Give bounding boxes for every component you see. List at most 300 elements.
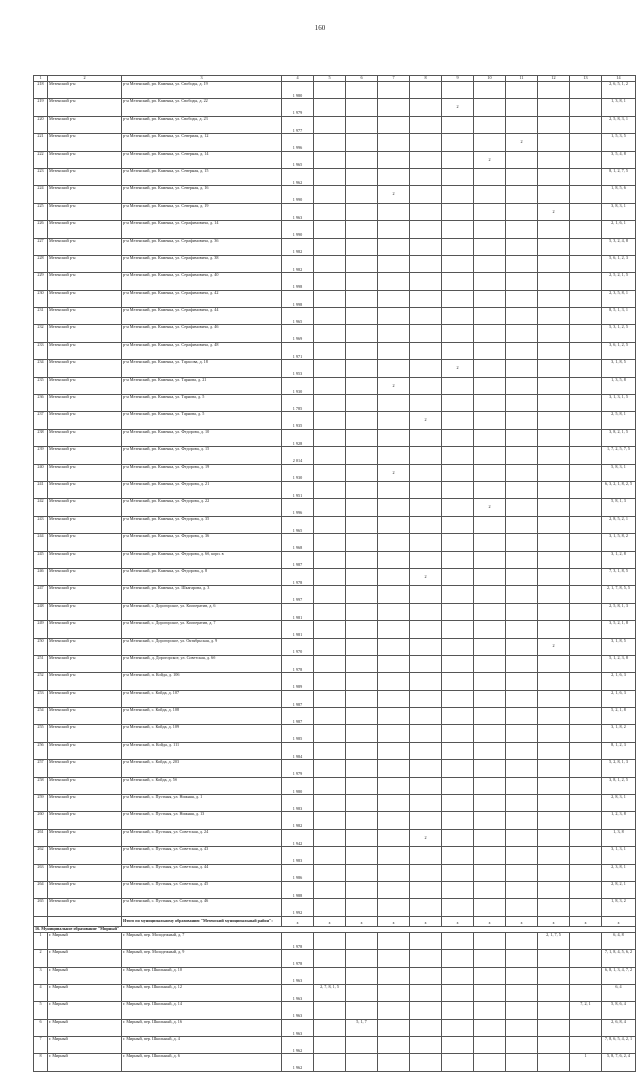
year-cell: 1 996 [282, 499, 314, 516]
mark-cell-col-12 [538, 464, 570, 481]
mark-cell-col-9 [442, 516, 474, 533]
municipality-cell: г. Мирный [48, 1019, 122, 1036]
work-code-cell: 6, 4, 8 [602, 932, 636, 949]
mark-cell-col-9 [442, 777, 474, 794]
row-number: 260 [34, 812, 48, 829]
mark-cell-col-11 [506, 638, 538, 655]
mark-cell-col-9 [442, 690, 474, 707]
mark-cell-col-12 [538, 255, 570, 272]
mark-cell-col-13 [570, 551, 602, 568]
mark-cell-col-6 [346, 655, 378, 672]
mark-cell-col-10 [474, 116, 506, 133]
mark-cell-col-6 [346, 151, 378, 168]
address-cell: р-н Мезенский, рп. Каменка, ул. Северная, д. 14 [122, 151, 282, 168]
work-code-cell: 6, 4 [602, 984, 636, 1001]
mark-cell-col-5 [314, 864, 346, 881]
mark-cell-col-11 [506, 621, 538, 638]
row-number: 226 [34, 221, 48, 238]
address-cell: р-н Мезенский, п. Койда, д. 106 [122, 673, 282, 690]
mark-cell-col-6: 5, 1, 7 [346, 1019, 378, 1036]
work-code-cell: 3, 8, 3, 1 [602, 203, 636, 220]
mark-cell-col-6 [346, 864, 378, 881]
municipality-cell: Мезенский р-н [48, 377, 122, 394]
mark-cell-col-13 [570, 760, 602, 777]
mark-cell-col-13 [570, 603, 602, 620]
table-row [34, 984, 636, 1001]
mark-cell-col-9 [442, 377, 474, 394]
row-number: 261 [34, 829, 48, 846]
row-number: 253 [34, 690, 48, 707]
year-cell: 1 987 [282, 708, 314, 725]
row-number: 255 [34, 725, 48, 742]
mark-cell-col-11 [506, 864, 538, 881]
table-row [34, 881, 636, 898]
row-number: 242 [34, 499, 48, 516]
mark-cell-col-12 [538, 777, 570, 794]
mark-cell-col-8 [410, 638, 442, 655]
work-code-cell: 5, 8, 7, 6, 2, 4 [602, 1054, 636, 1071]
row-number: 230 [34, 290, 48, 307]
row-number: 241 [34, 481, 48, 498]
mark-cell-col-9 [442, 429, 474, 446]
municipality-cell: Мезенский р-н [48, 134, 122, 151]
mark-cell-col-8 [410, 151, 442, 168]
mark-cell-col-9 [442, 82, 474, 99]
mark-cell-col-8 [410, 99, 442, 116]
mark-cell-col-9 [442, 760, 474, 777]
mark-cell-col-11 [506, 690, 538, 707]
municipality-cell: Мезенский р-н [48, 534, 122, 551]
mark-cell-col-12 [538, 116, 570, 133]
table-row [34, 203, 636, 220]
work-code-cell: 7, 3, 1, 8, 5 [602, 568, 636, 585]
mark-cell-col-9 [442, 881, 474, 898]
municipality-cell: Мезенский р-н [48, 116, 122, 133]
mark-cell-col-13 [570, 847, 602, 864]
work-code-cell: 2, 6, 5, 1, 2 [602, 82, 636, 99]
mark-cell-col-8 [410, 429, 442, 446]
mark-cell-col-13 [570, 864, 602, 881]
row-number: 4 [34, 984, 48, 1001]
work-code-cell: 3, 1, 2, 8 [602, 551, 636, 568]
mark-cell-col-9: 2 [442, 360, 474, 377]
mark-cell-col-12 [538, 1037, 570, 1054]
mark-cell-col-7 [378, 777, 410, 794]
mark-cell-col-9: 2 [442, 99, 474, 116]
mark-cell-col-11 [506, 568, 538, 585]
mark-cell-col-6 [346, 708, 378, 725]
mark-cell-col-10 [474, 534, 506, 551]
mark-cell-col-7 [378, 864, 410, 881]
mark-cell-col-6 [346, 534, 378, 551]
mark-cell-col-8 [410, 395, 442, 412]
mark-cell-col-8 [410, 881, 442, 898]
mark-cell-col-10 [474, 847, 506, 864]
table-row [34, 395, 636, 412]
work-code-cell: 7, 1, 8, 4, 5, 6, 2 [602, 950, 636, 967]
register-table [33, 75, 636, 1072]
mark-cell-col-13 [570, 360, 602, 377]
mark-cell-col-10 [474, 481, 506, 498]
mark-cell-col-5 [314, 551, 346, 568]
work-code-cell: 5, 3, 1, 2, 5 [602, 325, 636, 342]
address-cell: р-н Мезенский, с. Койда, д. 5б [122, 777, 282, 794]
mark-cell-col-13 [570, 812, 602, 829]
work-code-cell: 3, 1, 5, 8, 2 [602, 534, 636, 551]
municipality-cell: Мезенский р-н [48, 829, 122, 846]
mark-cell-col-8 [410, 290, 442, 307]
address-cell: р-н Мезенский, с. Койда, д. 109 [122, 725, 282, 742]
municipality-cell: Мезенский р-н [48, 725, 122, 742]
year-cell: 1 997 [282, 586, 314, 603]
municipality-cell: г. Мирный [48, 984, 122, 1001]
mark-cell-col-11 [506, 116, 538, 133]
municipality-cell: Мезенский р-н [48, 395, 122, 412]
mark-cell-col-7 [378, 412, 410, 429]
mark-cell-col-5 [314, 795, 346, 812]
mark-cell-col-9 [442, 864, 474, 881]
year-cell: 1 928 [282, 429, 314, 446]
mark-cell-col-8 [410, 255, 442, 272]
mark-cell-col-6 [346, 360, 378, 377]
mark-cell-col-7 [378, 516, 410, 533]
mark-cell-col-7: 2 [378, 377, 410, 394]
mark-cell-col-9 [442, 221, 474, 238]
mark-cell-col-5 [314, 812, 346, 829]
row-number: 265 [34, 899, 48, 916]
mark-cell-col-5 [314, 151, 346, 168]
table-row [34, 899, 636, 916]
year-cell: 1 982 [282, 812, 314, 829]
address-cell: р-н Мезенский, рп. Каменка, ул. Тарнова, д. 21 [122, 377, 282, 394]
table-row [34, 308, 636, 325]
address-cell: р-н Мезенский, рп. Каменка, ул. Тарнова, д. 5 [122, 412, 282, 429]
mark-cell-col-8 [410, 551, 442, 568]
mark-cell-col-11 [506, 151, 538, 168]
row-number: 222 [34, 151, 48, 168]
mark-cell-col-9 [442, 1002, 474, 1019]
row-number: 246 [34, 568, 48, 585]
row-number: 259 [34, 795, 48, 812]
mark-cell-col-9 [442, 725, 474, 742]
mark-cell-col-8: 2 [410, 568, 442, 585]
row-number: 262 [34, 847, 48, 864]
mark-cell-col-5 [314, 360, 346, 377]
year-cell: 1 998 [282, 290, 314, 307]
total-x-mark: х [442, 916, 474, 926]
work-code-cell: 2, 5, 2, 1, 5 [602, 273, 636, 290]
mark-cell-col-10 [474, 881, 506, 898]
mark-cell-col-11 [506, 429, 538, 446]
mark-cell-col-5 [314, 673, 346, 690]
mark-cell-col-5 [314, 1019, 346, 1036]
row-number: 6 [34, 1019, 48, 1036]
year-cell: 1 985 [282, 725, 314, 742]
year-cell: 1 986 [282, 864, 314, 881]
municipality-cell: Мезенский р-н [48, 586, 122, 603]
mark-cell-col-11 [506, 82, 538, 99]
mark-cell-col-8 [410, 1019, 442, 1036]
mark-cell-col-11 [506, 932, 538, 949]
mark-cell-col-5 [314, 899, 346, 916]
year-cell: 1 989 [282, 673, 314, 690]
mark-cell-col-12 [538, 881, 570, 898]
mark-cell-col-6 [346, 412, 378, 429]
work-code-cell: 2, 3, 8, 1 [602, 864, 636, 881]
table-row [34, 586, 636, 603]
mark-cell-col-5 [314, 82, 346, 99]
mark-cell-col-11 [506, 203, 538, 220]
municipality-cell: Мезенский р-н [48, 899, 122, 916]
mark-cell-col-9 [442, 290, 474, 307]
mark-cell-col-13 [570, 499, 602, 516]
table-row [34, 655, 636, 672]
address-cell: р-н Мезенский, с. Пустыня, ул. Нижняя, д. 13 [122, 812, 282, 829]
mark-cell-col-10 [474, 134, 506, 151]
mark-cell-col-5 [314, 464, 346, 481]
mark-cell-col-7 [378, 984, 410, 1001]
address-cell: р-н Мезенский, рп. Каменка, ул. Федорова, д. 35 [122, 516, 282, 533]
mark-cell-col-8 [410, 984, 442, 1001]
mark-cell-col-7 [378, 481, 410, 498]
work-code-cell: 2, 1, 6, 3 [602, 690, 636, 707]
mark-cell-col-11 [506, 967, 538, 984]
address-cell: р-н Мезенский, рп. Каменка, ул. Серафимовича, д. 40 [122, 273, 282, 290]
work-code-cell: 3, 1, 8, 5 [602, 638, 636, 655]
address-cell: р-н Мезенский, рп. Каменка, ул. Севериая, д. 12 [122, 134, 282, 151]
work-code-cell: 1, 3, 8, 1 [602, 99, 636, 116]
municipality-cell: Мезенский р-н [48, 429, 122, 446]
row-number: 220 [34, 116, 48, 133]
mark-cell-col-12 [538, 795, 570, 812]
mark-cell-col-13 [570, 99, 602, 116]
mark-cell-col-11 [506, 725, 538, 742]
mark-cell-col-8 [410, 655, 442, 672]
mark-cell-col-12 [538, 238, 570, 255]
mark-cell-col-8 [410, 534, 442, 551]
column-header-5: 5 [314, 76, 346, 82]
mark-cell-col-10 [474, 586, 506, 603]
row-number: 223 [34, 168, 48, 185]
mark-cell-col-10 [474, 932, 506, 949]
mark-cell-col-8 [410, 481, 442, 498]
mark-cell-col-9 [442, 603, 474, 620]
address-cell: р-н Мезенский, рп. Каменка, ул. Федорова, д. 22 [122, 499, 282, 516]
mark-cell-col-11 [506, 742, 538, 759]
address-cell: р-н Мезенский, рп. Каменка, ул. Федорова, д. 10 [122, 429, 282, 446]
mark-cell-col-11 [506, 1019, 538, 1036]
row-number: 2 [34, 950, 48, 967]
mark-cell-col-11 [506, 950, 538, 967]
table-row [34, 116, 636, 133]
address-cell: р-н Мезенский, рп. Каменка, ул. Серафимовича, д. 44 [122, 308, 282, 325]
municipality-cell: Мезенский р-н [48, 568, 122, 585]
total-x-mark: х [506, 916, 538, 926]
total-spacer [48, 916, 122, 926]
municipality-cell: Мезенский р-н [48, 325, 122, 342]
total-x-mark: х [282, 916, 314, 926]
mark-cell-col-7 [378, 360, 410, 377]
mark-cell-col-13 [570, 273, 602, 290]
table-row [34, 829, 636, 846]
address-cell: р-н Мезенский, рп. Каменка, ул. Федорова, д. 6б, корп. в [122, 551, 282, 568]
mark-cell-col-12 [538, 760, 570, 777]
year-cell: 1 990 [282, 221, 314, 238]
mark-cell-col-8 [410, 1037, 442, 1054]
mark-cell-col-8 [410, 1002, 442, 1019]
year-cell: 1 963 [282, 984, 314, 1001]
row-number: 236 [34, 395, 48, 412]
mark-cell-col-7 [378, 690, 410, 707]
address-cell: р-н Мезенский, рп. Каменка, ул. Северная, д. 15 [122, 168, 282, 185]
table-row [34, 238, 636, 255]
mark-cell-col-11 [506, 1054, 538, 1071]
address-cell: г. Мирный, пер. Школьный, д. 14 [122, 1002, 282, 1019]
municipality-cell: г. Мирный [48, 932, 122, 949]
mark-cell-col-13 [570, 1037, 602, 1054]
mark-cell-col-10 [474, 377, 506, 394]
year-cell: 1 970 [282, 638, 314, 655]
mark-cell-col-12 [538, 1054, 570, 1071]
address-cell: р-н Мезенский, рп. Каменка, ул. Серафимовича, д. 42 [122, 290, 282, 307]
mark-cell-col-8: 2 [410, 412, 442, 429]
mark-cell-col-5 [314, 1054, 346, 1071]
mark-cell-col-10 [474, 899, 506, 916]
mark-cell-col-10 [474, 1037, 506, 1054]
mark-cell-col-7 [378, 725, 410, 742]
work-code-cell: 5, 8, 3, 1 [602, 464, 636, 481]
municipality-cell: Мезенский р-н [48, 273, 122, 290]
mark-cell-col-6 [346, 308, 378, 325]
mark-cell-col-13 [570, 829, 602, 846]
mark-cell-col-5 [314, 708, 346, 725]
address-cell: р-н Мезенский, рп. Каменка, ул. Северная, д. 16 [122, 186, 282, 203]
column-header-4: 4 [282, 76, 314, 82]
mark-cell-col-12 [538, 1002, 570, 1019]
municipality-cell: Мезенский р-н [48, 168, 122, 185]
column-header-8: 8 [410, 76, 442, 82]
work-code-cell: 1, 2, 3, 8 [602, 812, 636, 829]
mark-cell-col-11 [506, 290, 538, 307]
mark-cell-col-7 [378, 950, 410, 967]
mark-cell-col-10 [474, 984, 506, 1001]
row-number: 219 [34, 99, 48, 116]
mark-cell-col-9 [442, 134, 474, 151]
mark-cell-col-6 [346, 186, 378, 203]
mark-cell-col-11 [506, 186, 538, 203]
mark-cell-col-10 [474, 638, 506, 655]
mark-cell-col-5 [314, 603, 346, 620]
mark-cell-col-11 [506, 273, 538, 290]
address-cell: р-н Мезенский, рп. Каменка, ул. Серафимовича, д. 46 [122, 325, 282, 342]
address-cell: р-н Мезенский, рп. Каменка, ул. Федорова, д. 19 [122, 464, 282, 481]
address-cell: р-н Мезенский, рп. Каменка, ул. Северная, д. 19 [122, 203, 282, 220]
mark-cell-col-7 [378, 151, 410, 168]
work-code-cell: 2, 3, 5, 8, 1 [602, 290, 636, 307]
year-cell: 1 979 [282, 99, 314, 116]
table-row [34, 777, 636, 794]
mark-cell-col-11: 2 [506, 134, 538, 151]
mark-cell-col-8: 2 [410, 829, 442, 846]
mark-cell-col-7: 2 [378, 186, 410, 203]
address-cell: р-н Мезенский, с. Дорогорское, ул. Кооператив, д. 6 [122, 603, 282, 620]
column-header-14: 14 [602, 76, 636, 82]
mark-cell-col-11 [506, 481, 538, 498]
work-code-cell: 2, 1, 7, 8, 5, 5 [602, 586, 636, 603]
work-code-cell: 3, 1, 3, 1 [602, 847, 636, 864]
address-cell: р-н Мезенский, рп. Каменка, ул. Серафимовича, д. 38 [122, 255, 282, 272]
mark-cell-col-9 [442, 812, 474, 829]
mark-cell-col-8 [410, 932, 442, 949]
mark-cell-col-9 [442, 847, 474, 864]
row-number: 225 [34, 203, 48, 220]
work-code-cell: 1, 3, 5, 8 [602, 377, 636, 394]
mark-cell-col-6 [346, 134, 378, 151]
municipality-cell: Мезенский р-н [48, 464, 122, 481]
mark-cell-col-7 [378, 395, 410, 412]
mark-cell-col-10 [474, 1054, 506, 1071]
mark-cell-col-5 [314, 777, 346, 794]
mark-cell-col-8 [410, 168, 442, 185]
mark-cell-col-10 [474, 273, 506, 290]
mark-cell-col-13 [570, 151, 602, 168]
total-x-mark: х [314, 916, 346, 926]
row-number: 227 [34, 238, 48, 255]
year-cell: 1 930 [282, 464, 314, 481]
mark-cell-col-10 [474, 760, 506, 777]
mark-cell-col-12 [538, 586, 570, 603]
row-number: 1 [34, 932, 48, 949]
mark-cell-col-13 [570, 742, 602, 759]
mark-cell-col-8 [410, 899, 442, 916]
mark-cell-col-13 [570, 116, 602, 133]
mark-cell-col-12 [538, 742, 570, 759]
mark-cell-col-7 [378, 221, 410, 238]
mark-cell-col-5 [314, 967, 346, 984]
mark-cell-col-7 [378, 308, 410, 325]
mark-cell-col-13: 7, 2, 1 [570, 1002, 602, 1019]
address-cell: г. Мирный, пер. Школьный, д. 12 [122, 984, 282, 1001]
mark-cell-col-6 [346, 325, 378, 342]
municipality-cell: Мезенский р-н [48, 708, 122, 725]
mark-cell-col-13 [570, 325, 602, 342]
year-cell: 1 979 [282, 760, 314, 777]
mark-cell-col-10 [474, 255, 506, 272]
municipality-cell: Мезенский р-н [48, 360, 122, 377]
mark-cell-col-11 [506, 168, 538, 185]
year-cell: 1 951 [282, 481, 314, 498]
mark-cell-col-9 [442, 899, 474, 916]
mark-cell-col-5 [314, 847, 346, 864]
year-cell: 1 990 [282, 186, 314, 203]
table-row [34, 255, 636, 272]
mark-cell-col-5 [314, 186, 346, 203]
mark-cell-col-12 [538, 186, 570, 203]
mark-cell-col-11 [506, 673, 538, 690]
municipality-cell: Мезенский р-н [48, 742, 122, 759]
mark-cell-col-8 [410, 308, 442, 325]
mark-cell-col-9 [442, 308, 474, 325]
table-row [34, 447, 636, 464]
municipality-cell: Мезенский р-н [48, 308, 122, 325]
mark-cell-col-11 [506, 377, 538, 394]
mark-cell-col-8 [410, 186, 442, 203]
mark-cell-col-7 [378, 82, 410, 99]
mark-cell-col-7 [378, 273, 410, 290]
column-header-9: 9 [442, 76, 474, 82]
mark-cell-col-8 [410, 203, 442, 220]
municipality-cell: Мезенский р-н [48, 690, 122, 707]
